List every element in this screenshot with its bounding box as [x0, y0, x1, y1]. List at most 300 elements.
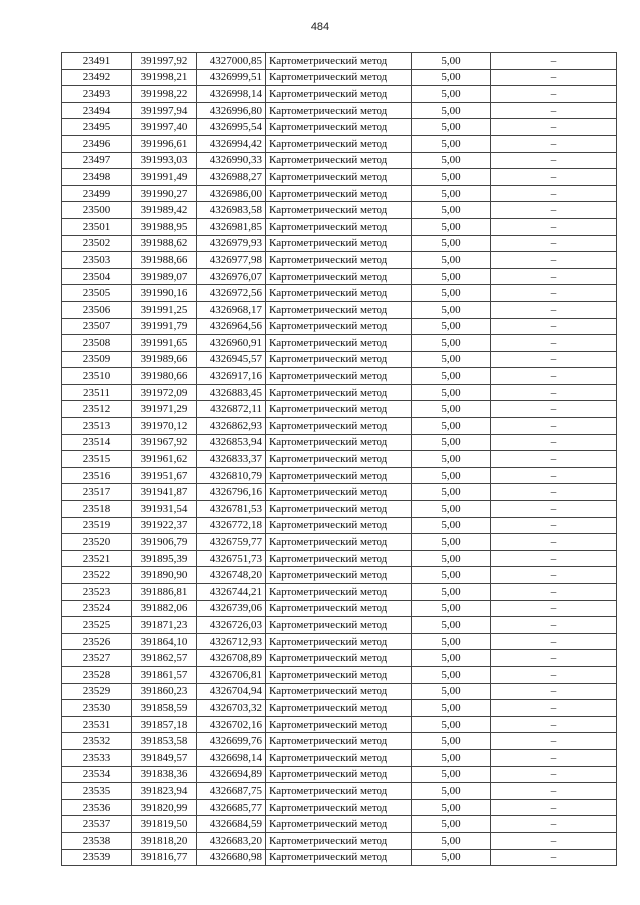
method-cell: Картометрический метод — [266, 517, 412, 534]
note-cell: – — [491, 467, 617, 484]
table-row — [62, 301, 617, 318]
accuracy-cell: 5,00 — [412, 218, 491, 235]
accuracy-cell: 5,00 — [412, 53, 491, 70]
table-row — [62, 766, 617, 783]
point-number-cell: 23529 — [62, 683, 132, 700]
point-number-cell: 23526 — [62, 633, 132, 650]
method-cell: Картометрический метод — [266, 451, 412, 468]
y-coordinate-cell: 4326976,07 — [197, 268, 266, 285]
point-number-cell: 23539 — [62, 849, 132, 866]
note-cell: – — [491, 816, 617, 833]
point-number-cell: 23533 — [62, 749, 132, 766]
y-coordinate-cell: 4326945,57 — [197, 351, 266, 368]
point-number-cell: 23499 — [62, 185, 132, 202]
y-coordinate-cell: 4326960,91 — [197, 335, 266, 352]
table-row — [62, 517, 617, 534]
table-row — [62, 816, 617, 833]
accuracy-cell: 5,00 — [412, 484, 491, 501]
accuracy-cell: 5,00 — [412, 683, 491, 700]
accuracy-cell: 5,00 — [412, 749, 491, 766]
note-cell: – — [491, 252, 617, 269]
method-cell: Картометрический метод — [266, 832, 412, 849]
table-row — [62, 152, 617, 169]
x-coordinate-cell: 391972,09 — [132, 384, 197, 401]
note-cell: – — [491, 716, 617, 733]
note-cell: – — [491, 451, 617, 468]
x-coordinate-cell: 391990,27 — [132, 185, 197, 202]
x-coordinate-cell: 391998,21 — [132, 69, 197, 86]
x-coordinate-cell: 391951,67 — [132, 467, 197, 484]
accuracy-cell: 5,00 — [412, 666, 491, 683]
method-cell: Картометрический метод — [266, 235, 412, 252]
x-coordinate-cell: 391853,58 — [132, 733, 197, 750]
method-cell: Картометрический метод — [266, 152, 412, 169]
point-number-cell: 23492 — [62, 69, 132, 86]
table-row — [62, 600, 617, 617]
accuracy-cell: 5,00 — [412, 501, 491, 518]
accuracy-cell: 5,00 — [412, 716, 491, 733]
point-number-cell: 23522 — [62, 567, 132, 584]
x-coordinate-cell: 391922,37 — [132, 517, 197, 534]
y-coordinate-cell: 4326983,58 — [197, 202, 266, 219]
x-coordinate-cell: 391989,42 — [132, 202, 197, 219]
point-number-cell: 23535 — [62, 783, 132, 800]
point-number-cell: 23511 — [62, 384, 132, 401]
accuracy-cell: 5,00 — [412, 650, 491, 667]
accuracy-cell: 5,00 — [412, 534, 491, 551]
method-cell: Картометрический метод — [266, 467, 412, 484]
table-row — [62, 617, 617, 634]
point-number-cell: 23532 — [62, 733, 132, 750]
y-coordinate-cell: 4326972,56 — [197, 285, 266, 302]
point-number-cell: 23530 — [62, 700, 132, 717]
method-cell: Картометрический метод — [266, 268, 412, 285]
y-coordinate-cell: 4326685,77 — [197, 799, 266, 816]
note-cell: – — [491, 102, 617, 119]
table-row — [62, 633, 617, 650]
note-cell: – — [491, 550, 617, 567]
table-row — [62, 733, 617, 750]
accuracy-cell: 5,00 — [412, 517, 491, 534]
accuracy-cell: 5,00 — [412, 235, 491, 252]
accuracy-cell: 5,00 — [412, 301, 491, 318]
note-cell: – — [491, 169, 617, 186]
point-number-cell: 23495 — [62, 119, 132, 136]
method-cell: Картометрический метод — [266, 550, 412, 567]
table-row — [62, 384, 617, 401]
accuracy-cell: 5,00 — [412, 335, 491, 352]
y-coordinate-cell: 4326872,11 — [197, 401, 266, 418]
x-coordinate-cell: 391857,18 — [132, 716, 197, 733]
x-coordinate-cell: 391997,40 — [132, 119, 197, 136]
x-coordinate-cell: 391997,92 — [132, 53, 197, 70]
y-coordinate-cell: 4326759,77 — [197, 534, 266, 551]
x-coordinate-cell: 391996,61 — [132, 135, 197, 152]
note-cell: – — [491, 832, 617, 849]
table-row — [62, 169, 617, 186]
point-number-cell: 23491 — [62, 53, 132, 70]
method-cell: Картометрический метод — [266, 584, 412, 601]
table-row — [62, 418, 617, 435]
table-row — [62, 335, 617, 352]
note-cell: – — [491, 318, 617, 335]
note-cell: – — [491, 434, 617, 451]
table-row — [62, 368, 617, 385]
accuracy-cell: 5,00 — [412, 318, 491, 335]
note-cell: – — [491, 185, 617, 202]
point-number-cell: 23515 — [62, 451, 132, 468]
method-cell: Картометрический метод — [266, 368, 412, 385]
table-row — [62, 318, 617, 335]
table-row — [62, 351, 617, 368]
page-number: 484 — [310, 21, 330, 33]
point-number-cell: 23538 — [62, 832, 132, 849]
method-cell: Картометрический метод — [266, 617, 412, 634]
point-number-cell: 23498 — [62, 169, 132, 186]
table-row — [62, 650, 617, 667]
table-row — [62, 783, 617, 800]
note-cell: – — [491, 666, 617, 683]
accuracy-cell: 5,00 — [412, 135, 491, 152]
x-coordinate-cell: 391906,79 — [132, 534, 197, 551]
accuracy-cell: 5,00 — [412, 766, 491, 783]
accuracy-cell: 5,00 — [412, 700, 491, 717]
table-row — [62, 799, 617, 816]
note-cell: – — [491, 384, 617, 401]
point-number-cell: 23518 — [62, 501, 132, 518]
y-coordinate-cell: 4326981,85 — [197, 218, 266, 235]
point-number-cell: 23504 — [62, 268, 132, 285]
point-number-cell: 23525 — [62, 617, 132, 634]
method-cell: Картометрический метод — [266, 318, 412, 335]
y-coordinate-cell: 4326683,20 — [197, 832, 266, 849]
accuracy-cell: 5,00 — [412, 384, 491, 401]
note-cell: – — [491, 501, 617, 518]
table-row — [62, 285, 617, 302]
y-coordinate-cell: 4326995,54 — [197, 119, 266, 136]
x-coordinate-cell: 391971,29 — [132, 401, 197, 418]
method-cell: Картометрический метод — [266, 733, 412, 750]
x-coordinate-cell: 391819,50 — [132, 816, 197, 833]
accuracy-cell: 5,00 — [412, 351, 491, 368]
note-cell: – — [491, 534, 617, 551]
table-row — [62, 53, 617, 70]
note-cell: – — [491, 633, 617, 650]
table-row — [62, 550, 617, 567]
x-coordinate-cell: 391858,59 — [132, 700, 197, 717]
point-number-cell: 23510 — [62, 368, 132, 385]
accuracy-cell: 5,00 — [412, 185, 491, 202]
note-cell: – — [491, 517, 617, 534]
x-coordinate-cell: 391871,23 — [132, 617, 197, 634]
method-cell: Картометрический метод — [266, 69, 412, 86]
method-cell: Картометрический метод — [266, 401, 412, 418]
accuracy-cell: 5,00 — [412, 169, 491, 186]
y-coordinate-cell: 4326979,93 — [197, 235, 266, 252]
x-coordinate-cell: 391931,54 — [132, 501, 197, 518]
method-cell: Картометрический метод — [266, 119, 412, 136]
accuracy-cell: 5,00 — [412, 467, 491, 484]
note-cell: – — [491, 53, 617, 70]
table-row — [62, 534, 617, 551]
method-cell: Картометрический метод — [266, 102, 412, 119]
method-cell: Картометрический метод — [266, 683, 412, 700]
x-coordinate-cell: 391823,94 — [132, 783, 197, 800]
point-number-cell: 23536 — [62, 799, 132, 816]
point-number-cell: 23509 — [62, 351, 132, 368]
accuracy-cell: 5,00 — [412, 849, 491, 866]
y-coordinate-cell: 4326703,32 — [197, 700, 266, 717]
x-coordinate-cell: 391991,25 — [132, 301, 197, 318]
note-cell: – — [491, 401, 617, 418]
method-cell: Картометрический метод — [266, 799, 412, 816]
point-number-cell: 23507 — [62, 318, 132, 335]
y-coordinate-cell: 4326708,89 — [197, 650, 266, 667]
table-row — [62, 567, 617, 584]
note-cell: – — [491, 650, 617, 667]
note-cell: – — [491, 119, 617, 136]
table-row — [62, 119, 617, 136]
y-coordinate-cell: 4326917,16 — [197, 368, 266, 385]
method-cell: Картометрический метод — [266, 335, 412, 352]
x-coordinate-cell: 391961,62 — [132, 451, 197, 468]
y-coordinate-cell: 4326996,80 — [197, 102, 266, 119]
note-cell: – — [491, 749, 617, 766]
accuracy-cell: 5,00 — [412, 152, 491, 169]
table-row — [62, 832, 617, 849]
y-coordinate-cell: 4327000,85 — [197, 53, 266, 70]
point-number-cell: 23497 — [62, 152, 132, 169]
method-cell: Картометрический метод — [266, 484, 412, 501]
y-coordinate-cell: 4326699,76 — [197, 733, 266, 750]
coordinates-table-body — [62, 53, 617, 866]
point-number-cell: 23527 — [62, 650, 132, 667]
y-coordinate-cell: 4326862,93 — [197, 418, 266, 435]
x-coordinate-cell: 391890,90 — [132, 567, 197, 584]
note-cell: – — [491, 235, 617, 252]
table-row — [62, 467, 617, 484]
x-coordinate-cell: 391967,92 — [132, 434, 197, 451]
method-cell: Картометрический метод — [266, 534, 412, 551]
note-cell: – — [491, 484, 617, 501]
y-coordinate-cell: 4326694,89 — [197, 766, 266, 783]
accuracy-cell: 5,00 — [412, 633, 491, 650]
note-cell: – — [491, 301, 617, 318]
note-cell: – — [491, 783, 617, 800]
y-coordinate-cell: 4326964,56 — [197, 318, 266, 335]
note-cell: – — [491, 335, 617, 352]
point-number-cell: 23505 — [62, 285, 132, 302]
point-number-cell: 23513 — [62, 418, 132, 435]
accuracy-cell: 5,00 — [412, 69, 491, 86]
method-cell: Картометрический метод — [266, 567, 412, 584]
point-number-cell: 23519 — [62, 517, 132, 534]
x-coordinate-cell: 391988,62 — [132, 235, 197, 252]
accuracy-cell: 5,00 — [412, 783, 491, 800]
y-coordinate-cell: 4326853,94 — [197, 434, 266, 451]
point-number-cell: 23534 — [62, 766, 132, 783]
table-row — [62, 235, 617, 252]
table-row — [62, 484, 617, 501]
accuracy-cell: 5,00 — [412, 799, 491, 816]
y-coordinate-cell: 4326883,45 — [197, 384, 266, 401]
method-cell: Картометрический метод — [266, 816, 412, 833]
table-row — [62, 849, 617, 866]
point-number-cell: 23501 — [62, 218, 132, 235]
note-cell: – — [491, 285, 617, 302]
accuracy-cell: 5,00 — [412, 733, 491, 750]
x-coordinate-cell: 391818,20 — [132, 832, 197, 849]
method-cell: Картометрический метод — [266, 86, 412, 103]
accuracy-cell: 5,00 — [412, 617, 491, 634]
table-row — [62, 401, 617, 418]
method-cell: Картометрический метод — [266, 252, 412, 269]
x-coordinate-cell: 391862,57 — [132, 650, 197, 667]
x-coordinate-cell: 391998,22 — [132, 86, 197, 103]
method-cell: Картометрический метод — [266, 849, 412, 866]
note-cell: – — [491, 135, 617, 152]
method-cell: Картометрический метод — [266, 135, 412, 152]
coordinates-table — [61, 52, 617, 866]
x-coordinate-cell: 391941,87 — [132, 484, 197, 501]
accuracy-cell: 5,00 — [412, 418, 491, 435]
x-coordinate-cell: 391882,06 — [132, 600, 197, 617]
x-coordinate-cell: 391860,23 — [132, 683, 197, 700]
note-cell: – — [491, 799, 617, 816]
x-coordinate-cell: 391970,12 — [132, 418, 197, 435]
note-cell: – — [491, 268, 617, 285]
y-coordinate-cell: 4326810,79 — [197, 467, 266, 484]
note-cell: – — [491, 617, 617, 634]
note-cell: – — [491, 683, 617, 700]
point-number-cell: 23537 — [62, 816, 132, 833]
accuracy-cell: 5,00 — [412, 252, 491, 269]
table-row — [62, 218, 617, 235]
note-cell: – — [491, 418, 617, 435]
table-row — [62, 683, 617, 700]
point-number-cell: 23493 — [62, 86, 132, 103]
accuracy-cell: 5,00 — [412, 434, 491, 451]
method-cell: Картометрический метод — [266, 202, 412, 219]
y-coordinate-cell: 4326712,93 — [197, 633, 266, 650]
x-coordinate-cell: 391991,79 — [132, 318, 197, 335]
table-row — [62, 749, 617, 766]
accuracy-cell: 5,00 — [412, 268, 491, 285]
accuracy-cell: 5,00 — [412, 368, 491, 385]
y-coordinate-cell: 4326781,53 — [197, 501, 266, 518]
table-row — [62, 135, 617, 152]
accuracy-cell: 5,00 — [412, 86, 491, 103]
point-number-cell: 23494 — [62, 102, 132, 119]
x-coordinate-cell: 391849,57 — [132, 749, 197, 766]
method-cell: Картометрический метод — [266, 285, 412, 302]
y-coordinate-cell: 4326680,98 — [197, 849, 266, 866]
accuracy-cell: 5,00 — [412, 401, 491, 418]
x-coordinate-cell: 391988,95 — [132, 218, 197, 235]
method-cell: Картометрический метод — [266, 700, 412, 717]
y-coordinate-cell: 4326687,75 — [197, 783, 266, 800]
table-row — [62, 102, 617, 119]
point-number-cell: 23512 — [62, 401, 132, 418]
table-row — [62, 69, 617, 86]
point-number-cell: 23528 — [62, 666, 132, 683]
table-row — [62, 501, 617, 518]
method-cell: Картометрический метод — [266, 384, 412, 401]
table-row — [62, 252, 617, 269]
x-coordinate-cell: 391861,57 — [132, 666, 197, 683]
y-coordinate-cell: 4326739,06 — [197, 600, 266, 617]
table-row — [62, 434, 617, 451]
note-cell: – — [491, 86, 617, 103]
note-cell: – — [491, 849, 617, 866]
method-cell: Картометрический метод — [266, 666, 412, 683]
method-cell: Картометрический метод — [266, 53, 412, 70]
y-coordinate-cell: 4326994,42 — [197, 135, 266, 152]
method-cell: Картометрический метод — [266, 716, 412, 733]
point-number-cell: 23514 — [62, 434, 132, 451]
note-cell: – — [491, 351, 617, 368]
x-coordinate-cell: 391820,99 — [132, 799, 197, 816]
y-coordinate-cell: 4326684,59 — [197, 816, 266, 833]
point-number-cell: 23523 — [62, 584, 132, 601]
method-cell: Картометрический метод — [266, 301, 412, 318]
table-row — [62, 584, 617, 601]
note-cell: – — [491, 202, 617, 219]
table-row — [62, 716, 617, 733]
x-coordinate-cell: 391991,49 — [132, 169, 197, 186]
method-cell: Картометрический метод — [266, 169, 412, 186]
y-coordinate-cell: 4326990,33 — [197, 152, 266, 169]
y-coordinate-cell: 4326998,14 — [197, 86, 266, 103]
point-number-cell: 23506 — [62, 301, 132, 318]
note-cell: – — [491, 368, 617, 385]
x-coordinate-cell: 391886,81 — [132, 584, 197, 601]
y-coordinate-cell: 4326968,17 — [197, 301, 266, 318]
point-number-cell: 23503 — [62, 252, 132, 269]
table-row — [62, 666, 617, 683]
point-number-cell: 23524 — [62, 600, 132, 617]
x-coordinate-cell: 391989,66 — [132, 351, 197, 368]
x-coordinate-cell: 391838,36 — [132, 766, 197, 783]
note-cell: – — [491, 567, 617, 584]
table-row — [62, 185, 617, 202]
y-coordinate-cell: 4326702,16 — [197, 716, 266, 733]
x-coordinate-cell: 391864,10 — [132, 633, 197, 650]
table-row — [62, 268, 617, 285]
point-number-cell: 23516 — [62, 467, 132, 484]
y-coordinate-cell: 4326999,51 — [197, 69, 266, 86]
point-number-cell: 23520 — [62, 534, 132, 551]
accuracy-cell: 5,00 — [412, 119, 491, 136]
point-number-cell: 23517 — [62, 484, 132, 501]
table-row — [62, 451, 617, 468]
accuracy-cell: 5,00 — [412, 451, 491, 468]
x-coordinate-cell: 391980,66 — [132, 368, 197, 385]
x-coordinate-cell: 391895,39 — [132, 550, 197, 567]
y-coordinate-cell: 4326986,00 — [197, 185, 266, 202]
x-coordinate-cell: 391989,07 — [132, 268, 197, 285]
method-cell: Картометрический метод — [266, 650, 412, 667]
note-cell: – — [491, 218, 617, 235]
method-cell: Картометрический метод — [266, 218, 412, 235]
method-cell: Картометрический метод — [266, 418, 412, 435]
x-coordinate-cell: 391990,16 — [132, 285, 197, 302]
point-number-cell: 23531 — [62, 716, 132, 733]
y-coordinate-cell: 4326751,73 — [197, 550, 266, 567]
accuracy-cell: 5,00 — [412, 285, 491, 302]
note-cell: – — [491, 152, 617, 169]
y-coordinate-cell: 4326988,27 — [197, 169, 266, 186]
